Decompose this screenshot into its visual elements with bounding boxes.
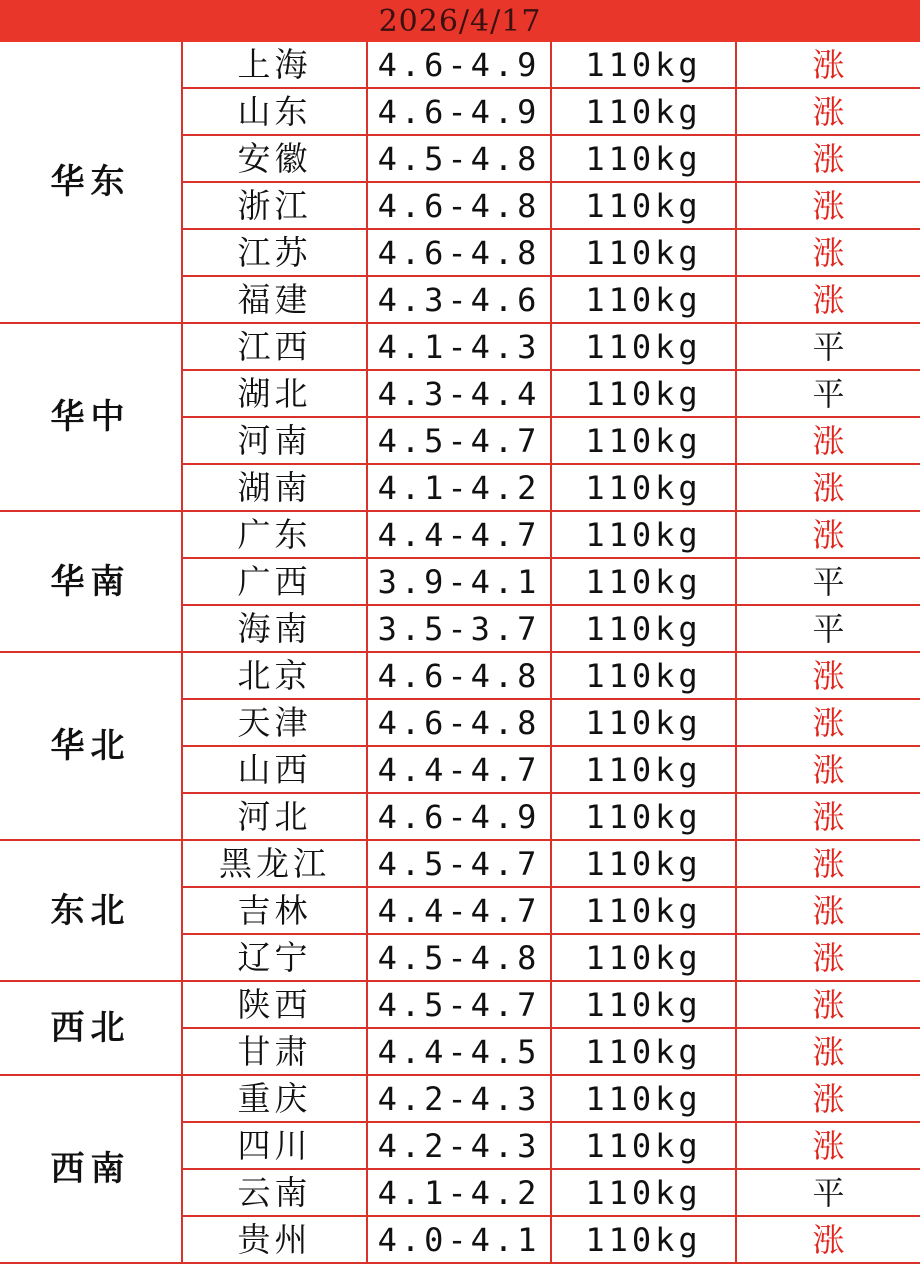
table-row [0,652,920,699]
province-cell: 辽宁 [182,934,367,981]
province-cell: 广西 [182,558,367,605]
trend-cell: 涨 [736,652,920,699]
weight-cell: 110kg [551,652,736,699]
price-range-cell: 4.3-4.6 [367,276,551,323]
table-row [0,323,920,370]
trend-cell: 涨 [736,182,920,229]
province-cell: 江西 [182,323,367,370]
trend-cell: 涨 [736,981,920,1028]
province-cell: 陕西 [182,981,367,1028]
weight-cell: 110kg [551,934,736,981]
province-cell: 广东 [182,511,367,558]
table-row [0,981,920,1028]
weight-cell: 110kg [551,605,736,652]
date-title: 2026/4/17 [378,3,542,39]
province-cell: 安徽 [182,135,367,182]
province-cell: 北京 [182,652,367,699]
weight-cell: 110kg [551,1169,736,1216]
weight-cell: 110kg [551,1122,736,1169]
price-range-cell: 4.5-4.8 [367,934,551,981]
province-cell: 河南 [182,417,367,464]
weight-cell: 110kg [551,511,736,558]
weight-cell: 110kg [551,746,736,793]
trend-cell: 涨 [736,1216,920,1263]
weight-cell: 110kg [551,793,736,840]
price-range-cell: 4.5-4.7 [367,981,551,1028]
price-range-cell: 4.4-4.5 [367,1028,551,1075]
trend-cell: 涨 [736,1122,920,1169]
price-range-cell: 4.4-4.7 [367,746,551,793]
trend-cell: 涨 [736,229,920,276]
province-cell: 福建 [182,276,367,323]
price-range-cell: 4.4-4.7 [367,887,551,934]
province-cell: 天津 [182,699,367,746]
trend-cell: 涨 [736,42,920,88]
date-header [0,0,920,42]
province-cell: 贵州 [182,1216,367,1263]
trend-cell: 平 [736,370,920,417]
region-cell: 华南 [0,511,182,652]
region-cell: 西南 [0,1075,182,1263]
price-range-cell: 4.6-4.8 [367,229,551,276]
trend-cell: 涨 [736,135,920,182]
price-range-cell: 4.6-4.8 [367,699,551,746]
region-cell: 东北 [0,840,182,981]
weight-cell: 110kg [551,135,736,182]
table-row [0,511,920,558]
price-range-cell: 4.3-4.4 [367,370,551,417]
trend-cell: 平 [736,1169,920,1216]
trend-cell: 涨 [736,511,920,558]
trend-cell: 涨 [736,1075,920,1122]
province-cell: 黑龙江 [182,840,367,887]
price-range-cell: 4.2-4.3 [367,1122,551,1169]
weight-cell: 110kg [551,840,736,887]
weight-cell: 110kg [551,417,736,464]
price-range-cell: 4.2-4.3 [367,1075,551,1122]
region-cell: 华东 [0,42,182,323]
table-row [0,1075,920,1122]
price-range-cell: 4.6-4.9 [367,88,551,135]
price-range-cell: 4.1-4.3 [367,323,551,370]
weight-cell: 110kg [551,1216,736,1263]
trend-cell: 涨 [736,88,920,135]
province-cell: 上海 [182,42,367,88]
province-cell: 湖南 [182,464,367,511]
weight-cell: 110kg [551,370,736,417]
weight-cell: 110kg [551,699,736,746]
trend-cell: 涨 [736,417,920,464]
province-cell: 云南 [182,1169,367,1216]
trend-cell: 涨 [736,464,920,511]
province-cell: 甘肃 [182,1028,367,1075]
province-cell: 重庆 [182,1075,367,1122]
price-range-cell: 4.4-4.7 [367,511,551,558]
weight-cell: 110kg [551,42,736,88]
weight-cell: 110kg [551,276,736,323]
province-cell: 四川 [182,1122,367,1169]
trend-cell: 涨 [736,699,920,746]
region-cell: 华北 [0,652,182,840]
province-cell: 河北 [182,793,367,840]
province-cell: 湖北 [182,370,367,417]
weight-cell: 110kg [551,1075,736,1122]
weight-cell: 110kg [551,88,736,135]
province-cell: 山西 [182,746,367,793]
trend-cell: 平 [736,323,920,370]
price-range-cell: 4.6-4.8 [367,182,551,229]
price-range-cell: 4.5-4.7 [367,840,551,887]
province-cell: 吉林 [182,887,367,934]
region-cell: 西北 [0,981,182,1075]
weight-cell: 110kg [551,229,736,276]
trend-cell: 涨 [736,746,920,793]
weight-cell: 110kg [551,1028,736,1075]
weight-cell: 110kg [551,558,736,605]
province-cell: 山东 [182,88,367,135]
price-range-cell: 4.1-4.2 [367,464,551,511]
price-range-cell: 4.6-4.9 [367,793,551,840]
region-cell: 华中 [0,323,182,511]
province-cell: 海南 [182,605,367,652]
trend-cell: 涨 [736,840,920,887]
weight-cell: 110kg [551,323,736,370]
province-cell: 浙江 [182,182,367,229]
price-range-cell: 3.5-3.7 [367,605,551,652]
weight-cell: 110kg [551,464,736,511]
price-range-cell: 4.6-4.9 [367,42,551,88]
trend-cell: 涨 [736,1028,920,1075]
price-range-cell: 4.5-4.8 [367,135,551,182]
trend-cell: 涨 [736,887,920,934]
price-range-cell: 4.1-4.2 [367,1169,551,1216]
price-table-body [0,42,920,1263]
table-row [0,840,920,887]
price-table [0,42,920,1264]
trend-cell: 涨 [736,934,920,981]
price-range-cell: 4.0-4.1 [367,1216,551,1263]
trend-cell: 平 [736,605,920,652]
price-range-cell: 4.6-4.8 [367,652,551,699]
table-row [0,42,920,88]
weight-cell: 110kg [551,182,736,229]
weight-cell: 110kg [551,887,736,934]
price-range-cell: 3.9-4.1 [367,558,551,605]
trend-cell: 涨 [736,793,920,840]
province-cell: 江苏 [182,229,367,276]
trend-cell: 平 [736,558,920,605]
price-range-cell: 4.5-4.7 [367,417,551,464]
trend-cell: 涨 [736,276,920,323]
weight-cell: 110kg [551,981,736,1028]
